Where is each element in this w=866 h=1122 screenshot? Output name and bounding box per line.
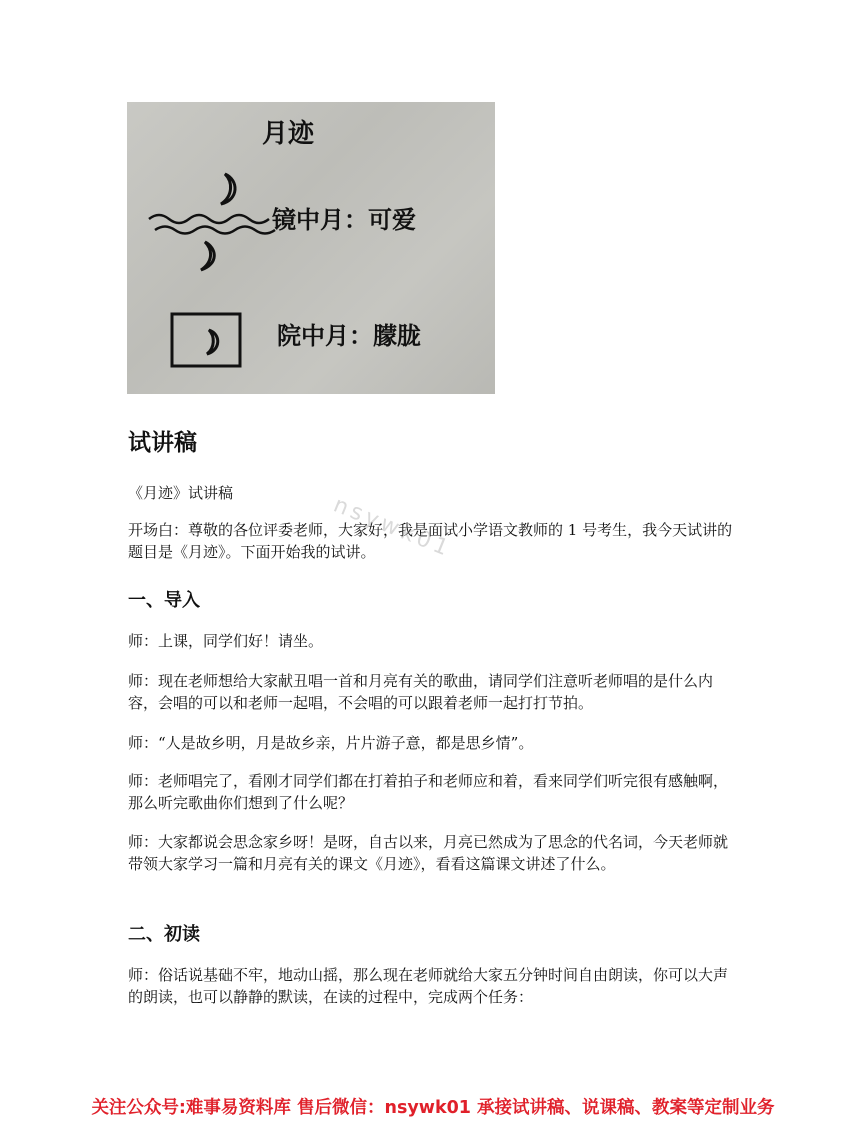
section-heading-intro: 一、导入 bbox=[128, 590, 200, 611]
footer-banner: 关注公众号:难事易资料库 售后微信：nsywk01 承接试讲稿、说课稿、教案等定制业务 bbox=[91, 1098, 775, 1118]
water-wave-icon bbox=[149, 215, 269, 223]
section-heading-first-reading: 二、初读 bbox=[128, 924, 200, 945]
watermark: nsywk01 bbox=[329, 492, 456, 563]
paragraph: 师：大家都说会思念家乡呀！是呀，自古以来，月亮已然成为了思念的代名词，今天老师就带领大家学习一篇和月亮有关的课文《月迹》，看看这篇课文讲述了什么。 bbox=[128, 833, 729, 873]
moon-above-icon bbox=[221, 174, 235, 204]
paragraph: 师：老师唱完了，看刚才同学们都在打着拍子和老师应和着，看来同学们听完很有感触啊，那么听完歌曲你们想到了什么呢？ bbox=[128, 772, 729, 812]
window-frame-icon bbox=[172, 314, 240, 366]
figure-title: 月迹 bbox=[262, 119, 315, 149]
water-wave-icon bbox=[155, 227, 275, 234]
figure-label-yard-moon: 院中月：朦胧 bbox=[277, 322, 421, 350]
document-subtitle: 《月迹》试讲稿 bbox=[128, 484, 234, 502]
figure-label-mirror-moon: 镜中月：可爱 bbox=[272, 206, 416, 234]
opening-paragraph: 开场白：尊敬的各位评委老师，大家好，我是面试小学语文教师的 1 号考生，我今天试讲的题目是《月迹》。下面开始我的试讲。 bbox=[128, 521, 733, 561]
moon-in-window-icon bbox=[207, 330, 218, 354]
paragraph: 师：现在老师想给大家献丑唱一首和月亮有关的歌曲，请同学们注意听老师唱的是什么内容，会唱的可以和老师一起唱，不会唱的可以跟着老师一起打打节拍。 bbox=[128, 672, 714, 712]
paragraph: 师：“人是故乡明，月是故乡亲，片片游子意，都是思乡情”。 bbox=[128, 734, 534, 752]
paragraph: 师：俗话说基础不牢，地动山摇，那么现在老师就给大家五分钟时间自由朗读，你可以大声的朗读，也可以静静的默读，在读的过程中，完成两个任务： bbox=[128, 966, 729, 1006]
document-title: 试讲稿 bbox=[128, 430, 197, 456]
paragraph: 师：上课，同学们好！请坐。 bbox=[128, 632, 324, 650]
moon-reflection-icon bbox=[201, 242, 214, 270]
handwritten-board-photo bbox=[127, 102, 495, 394]
